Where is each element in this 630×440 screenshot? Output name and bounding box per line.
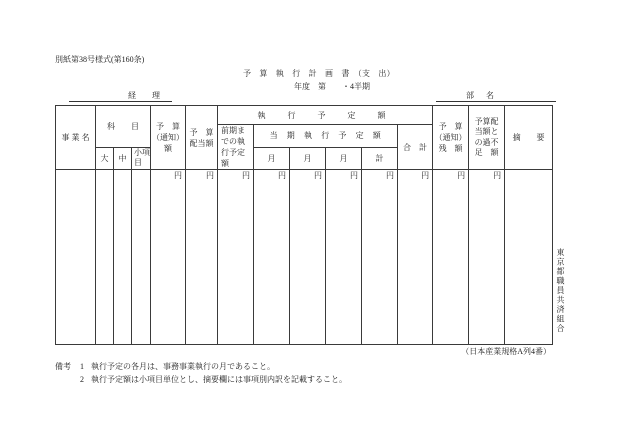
header-line: （通知） <box>152 133 184 142</box>
header-line: 額 <box>221 159 229 168</box>
accounting-field <box>69 91 172 102</box>
header-line: 予 算 <box>156 122 180 131</box>
body-month-1-cell <box>254 170 290 345</box>
yen-unit: 円 <box>457 171 466 180</box>
yen-unit: 円 <box>278 171 286 180</box>
header-allocation-shortage <box>469 106 505 170</box>
header-current-period-planned: 当 期 執 行 予 定 額 <box>254 125 398 148</box>
header-line: 目 <box>134 158 142 168</box>
body-subject-major-cell <box>96 170 114 345</box>
header-current-subtotal: 計 <box>362 147 398 170</box>
budget-plan-table <box>55 105 553 345</box>
header-month-2: 月 <box>290 147 326 170</box>
yen-unit: 円 <box>174 171 182 180</box>
header-month-3: 月 <box>326 147 362 170</box>
note-number: 2 <box>80 375 84 384</box>
note-text: 執行予定の各月は、事務事業執行の月であること。 <box>91 362 275 371</box>
header-prior-period-planned <box>218 125 254 170</box>
form-title: 予 算 執 行 計 画 書 （支 出） <box>243 69 395 78</box>
yen-unit: 円 <box>493 171 502 180</box>
header-line: 配当額 <box>189 138 214 148</box>
header-line: 予 算 <box>438 122 463 131</box>
note-text: 執行予定額は小項目単位とし、摘要欄には事項別内訳を記載すること。 <box>91 375 347 384</box>
header-line: 行予定 <box>221 148 245 157</box>
header-subject-major: 大 <box>96 147 114 170</box>
header-line: 残 額 <box>438 144 463 153</box>
department-field <box>436 91 556 102</box>
header-line: 予算配 <box>474 116 499 126</box>
header-month-1: 月 <box>254 147 290 170</box>
header-line: 予 算 <box>189 127 214 137</box>
body-subject-middle-cell <box>114 170 132 345</box>
department-label: 部 名 <box>466 91 496 100</box>
paper-standard-note: （日本産業規格A列4番） <box>461 347 551 356</box>
header-line: 当額と <box>474 127 499 136</box>
body-month-2-cell <box>290 170 326 345</box>
header-remarks: 摘 要 <box>505 106 553 170</box>
header-line: 前期ま <box>221 126 245 135</box>
header-execution-planned: 執 行 予 定 額 <box>218 106 433 125</box>
header-line: （通知） <box>434 133 467 142</box>
header-execution-total: 合 計 <box>398 125 433 170</box>
header-budget-remaining <box>433 106 469 170</box>
body-budget-notified-cell <box>151 170 186 345</box>
yen-unit: 円 <box>421 171 430 180</box>
header-line: での執 <box>221 137 245 146</box>
header-line: 足 額 <box>474 148 499 157</box>
body-allocation-shortage-cell <box>469 170 505 345</box>
yen-unit: 円 <box>386 171 394 180</box>
body-subject-minor-cell <box>132 170 151 345</box>
accounting-label: 経 理 <box>128 91 160 100</box>
body-month-3-cell <box>326 170 362 345</box>
body-budget-remaining-cell <box>433 170 469 345</box>
issuer-side-label: 東京都職員共済組合 <box>556 248 565 334</box>
body-project-name-cell <box>56 170 96 345</box>
body-total-cell <box>398 170 433 345</box>
yen-unit: 円 <box>242 171 250 180</box>
header-project-name: 事 業 名 <box>56 106 96 170</box>
header-line: 額 <box>164 144 172 153</box>
yen-unit: 円 <box>314 171 322 180</box>
yen-unit: 円 <box>206 171 214 180</box>
header-budget-notified <box>151 106 186 170</box>
body-prior-period-cell <box>218 170 254 345</box>
header-subject: 科 目 <box>96 106 151 148</box>
body-subtotal-cell <box>362 170 398 345</box>
header-subject-minor <box>132 147 151 170</box>
note-number: 1 <box>80 362 84 371</box>
header-budget-allocated <box>186 106 218 170</box>
header-subject-middle: 中 <box>114 147 132 170</box>
yen-unit: 円 <box>350 171 358 180</box>
notes-label: 備考 <box>55 362 71 371</box>
form-number: 別紙第38号様式(第160条) <box>55 55 145 64</box>
header-line: の過不 <box>474 137 499 147</box>
period-line: 年度 第 ・4半期 <box>294 82 370 91</box>
body-budget-allocated-cell <box>186 170 218 345</box>
header-line: 小項 <box>134 148 150 158</box>
body-remarks-cell <box>505 170 553 345</box>
